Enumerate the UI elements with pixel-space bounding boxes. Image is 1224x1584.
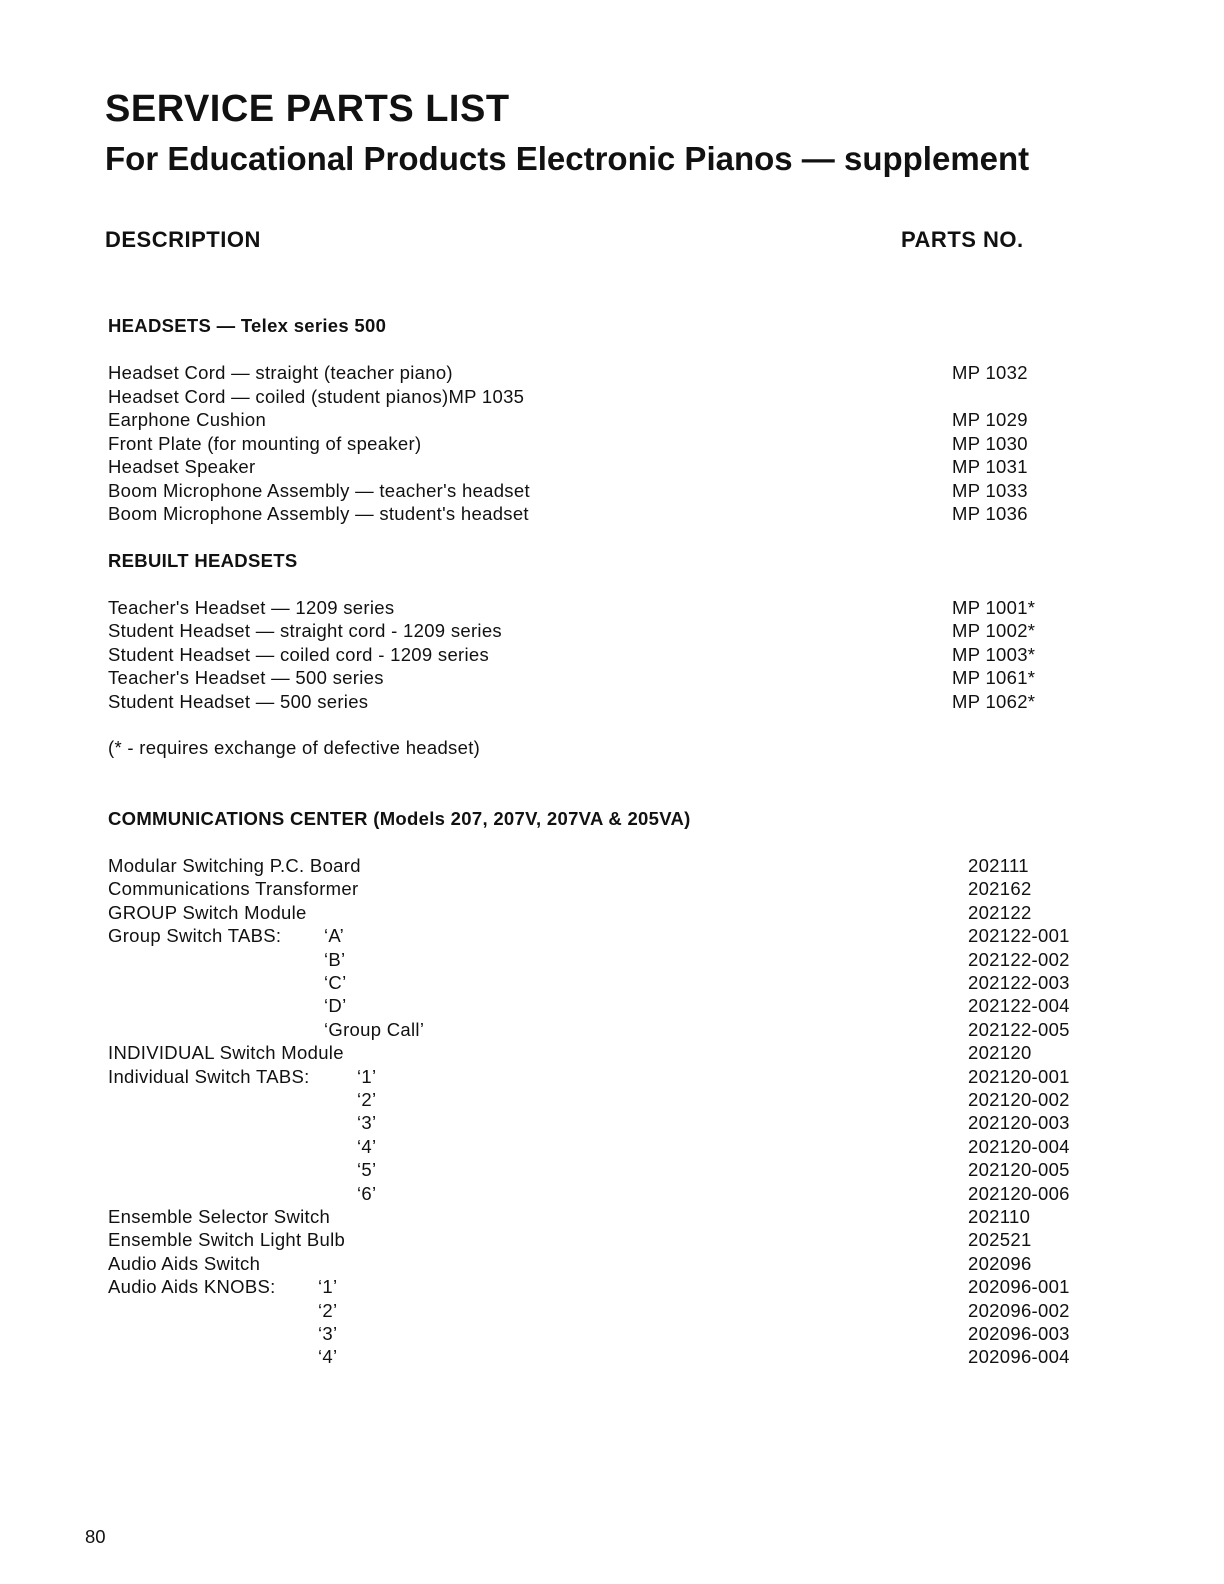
headsets-section-heading: HEADSETS — Telex series 500 bbox=[108, 315, 387, 336]
part-number: 202110 bbox=[968, 1206, 1031, 1227]
part-description: Audio Aids Switch bbox=[108, 1252, 261, 1274]
part-row bbox=[0, 901, 1224, 924]
part-row bbox=[0, 1182, 1224, 1205]
part-row bbox=[0, 1065, 1224, 1088]
part-number: 202120-002 bbox=[968, 1089, 1070, 1110]
part-row bbox=[0, 432, 1224, 455]
part-row bbox=[0, 1041, 1224, 1064]
tab-label: ‘A’ bbox=[324, 925, 345, 947]
part-row bbox=[0, 1158, 1224, 1181]
part-row bbox=[0, 690, 1224, 713]
tab-label: ‘2’ bbox=[318, 1299, 338, 1321]
part-number: 202122-003 bbox=[968, 972, 1070, 993]
part-row bbox=[0, 1345, 1224, 1368]
part-description: Individual Switch TABS: bbox=[108, 1065, 310, 1087]
part-row bbox=[0, 994, 1224, 1017]
part-number: MP 1036 bbox=[952, 503, 1028, 524]
tab-label: ‘B’ bbox=[324, 948, 346, 970]
part-description: Ensemble Selector Switch bbox=[108, 1206, 331, 1227]
part-number: 202096-003 bbox=[968, 1323, 1070, 1344]
part-row bbox=[0, 877, 1224, 900]
part-row bbox=[0, 666, 1224, 689]
part-row bbox=[0, 1299, 1224, 1322]
part-number: 202122-001 bbox=[968, 925, 1070, 947]
tab-label: ‘3’ bbox=[357, 1112, 377, 1134]
part-row bbox=[0, 1088, 1224, 1111]
tab-label: ‘2’ bbox=[357, 1089, 377, 1110]
part-number: 202120 bbox=[968, 1042, 1032, 1064]
part-row bbox=[0, 854, 1224, 877]
part-description: Teacher's Headset — 500 series bbox=[108, 667, 384, 689]
part-description: Modular Switching P.C. Board bbox=[108, 855, 361, 876]
part-number: MP 1002* bbox=[952, 620, 1036, 642]
part-description: Front Plate (for mounting of speaker) bbox=[108, 432, 422, 454]
part-row bbox=[0, 924, 1224, 947]
part-description: Headset Cord — straight (teacher piano) bbox=[108, 362, 453, 383]
part-row bbox=[0, 596, 1224, 619]
communications-center-section-heading: COMMUNICATIONS CENTER (Models 207, 207V, 207VA & 205VA) bbox=[108, 808, 691, 829]
part-row bbox=[0, 479, 1224, 502]
part-number: MP 1061* bbox=[952, 667, 1036, 689]
tab-label: ‘C’ bbox=[324, 972, 347, 993]
part-row bbox=[0, 1228, 1224, 1251]
part-description: Boom Microphone Assembly — teacher's headset bbox=[108, 479, 530, 501]
page-subtitle: For Educational Products Electronic Pianos — supplement bbox=[105, 140, 1030, 177]
part-row bbox=[0, 361, 1224, 384]
part-row bbox=[0, 971, 1224, 994]
part-number: MP 1031 bbox=[952, 456, 1028, 477]
part-row bbox=[0, 1111, 1224, 1134]
part-number: 202096-001 bbox=[968, 1276, 1070, 1298]
part-number: 202096 bbox=[968, 1252, 1032, 1274]
part-row bbox=[0, 619, 1224, 642]
tab-label: ‘5’ bbox=[357, 1159, 377, 1181]
part-row bbox=[0, 408, 1224, 431]
rebuilt-headsets-section-heading: REBUILT HEADSETS bbox=[108, 550, 298, 571]
part-number: 202111 bbox=[968, 855, 1029, 876]
description-column-header: DESCRIPTION bbox=[105, 227, 261, 252]
tab-label: ‘1’ bbox=[318, 1276, 338, 1298]
part-description: GROUP Switch Module bbox=[108, 901, 307, 923]
part-number: 202120-005 bbox=[968, 1159, 1070, 1181]
part-number: 202122-004 bbox=[968, 995, 1070, 1017]
part-description: Group Switch TABS: bbox=[108, 925, 282, 947]
part-row bbox=[0, 1322, 1224, 1345]
part-row bbox=[0, 1275, 1224, 1298]
part-row bbox=[0, 643, 1224, 666]
part-number: 202122-005 bbox=[968, 1018, 1070, 1040]
part-row bbox=[0, 455, 1224, 478]
part-row bbox=[0, 502, 1224, 525]
part-row bbox=[0, 1135, 1224, 1158]
part-row bbox=[0, 1252, 1224, 1275]
part-description: Headset Speaker bbox=[108, 456, 256, 477]
tab-label: ‘1’ bbox=[357, 1065, 377, 1087]
part-row bbox=[0, 1205, 1224, 1228]
tab-label: ‘6’ bbox=[357, 1182, 377, 1204]
tab-label: ‘D’ bbox=[324, 995, 347, 1017]
part-description: Ensemble Switch Light Bulb bbox=[108, 1229, 346, 1251]
part-number: MP 1062* bbox=[952, 690, 1036, 712]
part-row bbox=[0, 1018, 1224, 1041]
part-number: 202120-003 bbox=[968, 1112, 1070, 1134]
exchange-note: (* - requires exchange of defective headset) bbox=[108, 737, 481, 758]
part-description: INDIVIDUAL Switch Module bbox=[108, 1042, 344, 1064]
part-number: 202122 bbox=[968, 901, 1032, 923]
part-description: Student Headset — coiled cord - 1209 series bbox=[108, 643, 490, 665]
part-number: MP 1032 bbox=[952, 362, 1028, 383]
part-number: 202521 bbox=[968, 1229, 1032, 1251]
tab-label: ‘4’ bbox=[318, 1346, 338, 1368]
part-row bbox=[0, 948, 1224, 971]
part-description: Headset Cord — coiled (student pianos)MP 1035 bbox=[108, 385, 525, 407]
part-number: 202120-006 bbox=[968, 1182, 1070, 1204]
tab-label: ‘4’ bbox=[357, 1135, 377, 1157]
tab-label: ‘Group Call’ bbox=[324, 1018, 425, 1040]
part-number: MP 1001* bbox=[952, 597, 1036, 618]
part-description: Boom Microphone Assembly — student's headset bbox=[108, 503, 529, 524]
part-number: 202096-004 bbox=[968, 1346, 1070, 1368]
part-number: 202120-001 bbox=[968, 1065, 1070, 1087]
part-number: 202120-004 bbox=[968, 1135, 1070, 1157]
part-number: MP 1003* bbox=[952, 643, 1036, 665]
part-number: MP 1029 bbox=[952, 409, 1028, 430]
part-number: 202162 bbox=[968, 878, 1032, 900]
parts-no-column-header: PARTS NO. bbox=[901, 227, 1024, 252]
page-title: SERVICE PARTS LIST bbox=[105, 88, 510, 130]
part-description: Student Headset — straight cord - 1209 series bbox=[108, 620, 502, 642]
page-number: 80 bbox=[85, 1526, 106, 1547]
part-description: Communications Transformer bbox=[108, 878, 359, 900]
part-number: 202096-002 bbox=[968, 1299, 1070, 1321]
part-description: Audio Aids KNOBS: bbox=[108, 1276, 276, 1298]
tab-label: ‘3’ bbox=[318, 1323, 338, 1344]
part-row bbox=[0, 385, 1224, 408]
part-description: Teacher's Headset — 1209 series bbox=[108, 597, 395, 618]
part-description: Earphone Cushion bbox=[108, 409, 267, 430]
part-number: MP 1030 bbox=[952, 432, 1028, 454]
part-number: 202122-002 bbox=[968, 948, 1070, 970]
part-description: Student Headset — 500 series bbox=[108, 690, 369, 712]
part-number: MP 1033 bbox=[952, 479, 1028, 501]
